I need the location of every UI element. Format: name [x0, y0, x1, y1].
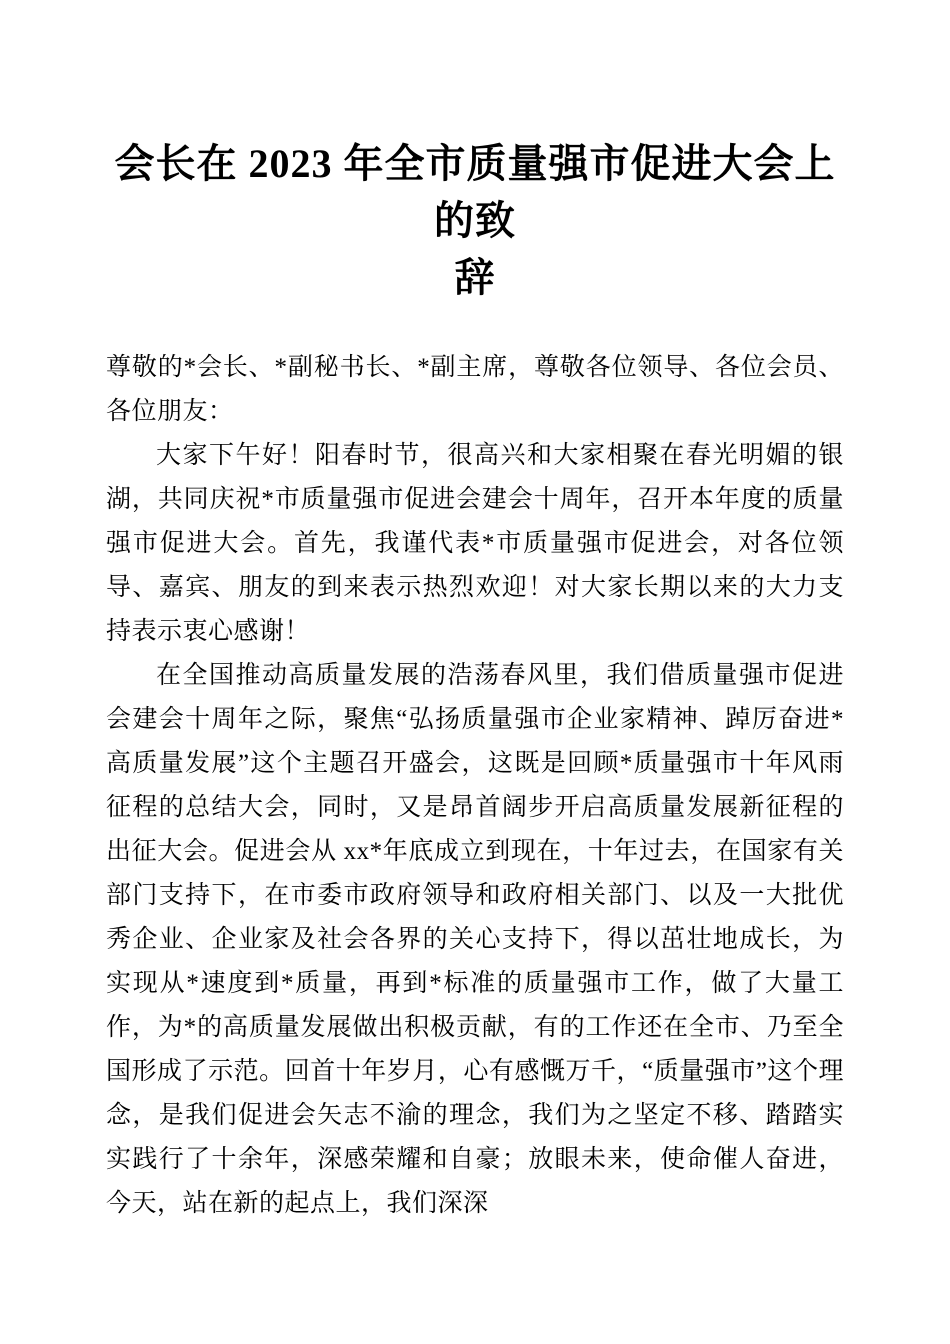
main-body-paragraph: 在全国推动高质量发展的浩荡春风里，我们借质量强市促进会建会十周年之际，聚焦“弘扬质量强市企业家精神、踔厉奋进*高质量发展”这个主题召开盛会，这既是回顾*质量强市十年风雨征程的总结大会，同时，又是昂首阔步开启高质量发展新征程的出征大会。促进会从 xx*年底成立到现在，十年过去，在国家有关部门支持下，在市委市政府领导和政府相关部门、以及一大批优秀企业、企业家及社会各界的关心支持下，得以茁壮地成长，为实现从*速度到*质量，再到*标准的质量强市工作，做了大量工作，为*的高质量发展做出积极贡献，有的工作还在全市、乃至全国形成了示范。回首十年岁月，心有感慨万千，“质量强市”这个理念，是我们促进会矢志不渝的理念，我们为之坚定不移、踏踏实实践行了十余年，深感荣耀和自豪；放眼未来，使命催人奋进，今天，站在新的起点上，我们深深 [106, 662, 844, 1217]
document-title-line-2: 辞 [454, 255, 496, 300]
document-title-line-1: 会长在 2023 年全市质量强市促进大会上的致 [114, 141, 836, 243]
salutation-paragraph: 尊敬的*会长、*副秘书长、*副主席，尊敬各位领导、各位会员、各位朋友： [106, 354, 844, 425]
document-title [106, 135, 844, 306]
greeting-paragraph: 大家下午好！阳春时节，很高兴和大家相聚在春光明媚的银湖，共同庆祝*市质量强市促进会建会十周年，召开本年度的质量强市促进大会。首先，我谨代表*市质量强市促进会，对各位领导、嘉宾、朋友的到来表示热烈欢迎！对大家长期以来的大力支持表示衷心感谢！ [106, 442, 844, 645]
